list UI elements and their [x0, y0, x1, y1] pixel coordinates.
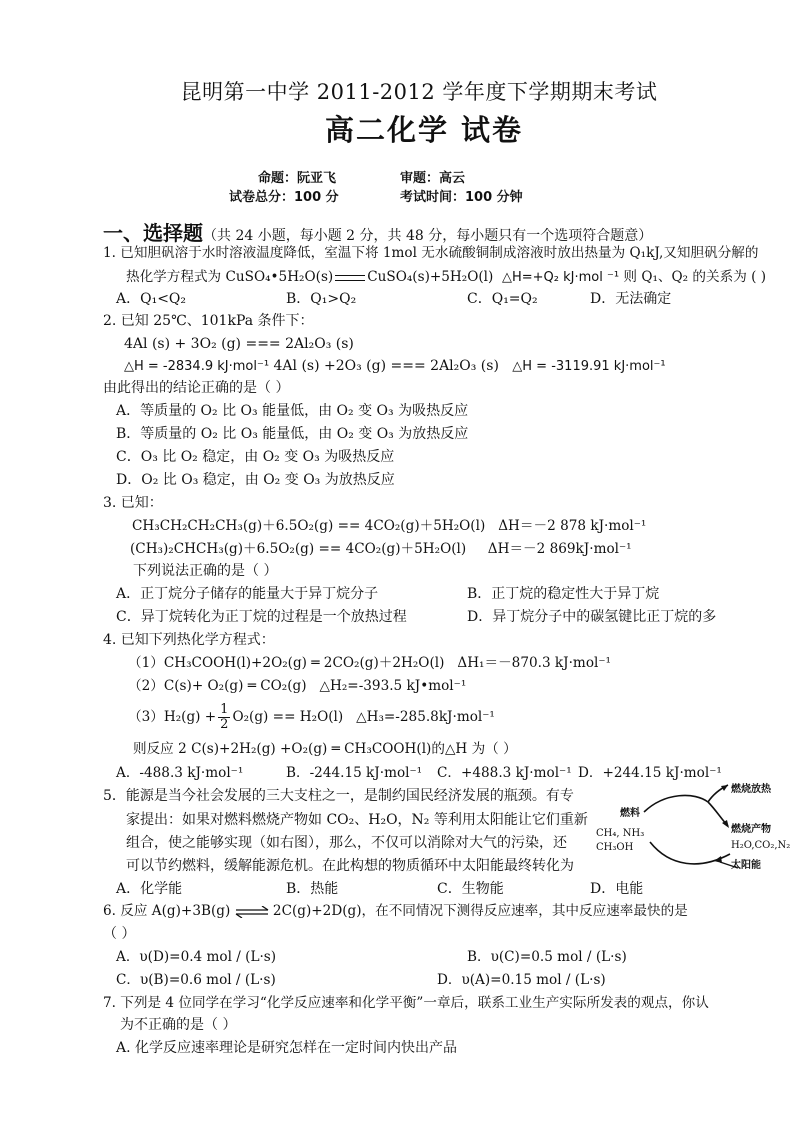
q2-equation-1: 4Al (s) + 3O₂ (g) === 2Al₂O₃ (s)	[124, 336, 354, 352]
q1-stem-line2	[126, 267, 766, 288]
q7-stem-line1: 7. 下列是 4 位同学在学习“化学反应速率和化学平衡”一章后，联系工业生产实际所发表的观点，你认	[103, 995, 709, 1011]
q4-equation-2	[128, 676, 466, 696]
exam-time-label: 考试时间：100 分钟	[400, 190, 523, 205]
q1-option-c[interactable]: C．Q₁=Q₂	[467, 291, 538, 307]
q6-option-a[interactable]: A．υ(D)=0.4 mol / (L·s)	[116, 949, 277, 965]
equals-sign-icon	[335, 273, 365, 283]
diagram-fuel-label: 燃料	[620, 808, 640, 819]
section-heading	[103, 217, 652, 246]
q3-equation-1	[132, 516, 646, 536]
q1-delta-h: △H=+Q₂ kJ·mol ⁻¹	[502, 270, 620, 285]
q6-option-b[interactable]: B．υ(C)=0.5 mol / (L·s)	[467, 949, 627, 965]
diagram-heat-label: 燃烧放热	[731, 784, 771, 795]
q4-equation-3	[128, 702, 495, 732]
q4-delta-h-1: ΔH₁＝－870.3 kJ·mol⁻¹	[457, 655, 611, 671]
q1-eq-right: CuSO₄(s)+5H₂O(l)	[367, 269, 494, 285]
q1-option-d[interactable]: D．无法确定	[590, 291, 672, 307]
q2-delta-h-1: △H = -2834.9 kJ·mol⁻¹	[124, 359, 270, 374]
q2-stem-line1: 2. 已知 25℃、101kPa 条件下：	[103, 313, 314, 329]
q4-eq-3-right: O₂(g) == H₂O(l)	[232, 709, 344, 725]
q1-stem-line1: 1. 已知胆矾溶于水时溶液温度降低，室温下将 1mol 无水硫酸铜制成溶液时放出热量为 Q₁kJ,又知胆矾分解的	[103, 245, 759, 261]
fraction-numerator: 1	[220, 702, 229, 717]
q6-option-c[interactable]: C．υ(B)=0.6 mol / (L·s)	[116, 972, 276, 988]
q1-option-a[interactable]: A．Q₁<Q₂	[116, 291, 187, 307]
q4-eq-3-left: （3）H₂(g) +	[128, 709, 217, 725]
total-score-label: 试卷总分：100 分	[229, 190, 339, 205]
q2-equation-2: 4Al (s) +2O₃ (g) === 2Al₂O₃ (s)	[273, 358, 499, 374]
q3-question: 下列说法正确的是（ ）	[133, 563, 278, 579]
q6-products-question: 2C(g)+2D(g)，在不同情况下测得反应速率，其中反应速率最快的是	[272, 903, 688, 919]
q5-option-c[interactable]: C．生物能	[437, 881, 504, 897]
q5-option-a[interactable]: A．化学能	[116, 881, 183, 897]
q3-equation-2	[130, 539, 632, 559]
fraction-one-half	[218, 703, 230, 732]
q3-eq-2: (CH₃)₂CHCH₃(g)＋6.5O₂(g) == 4CO₂(g)＋5H₂O(l)	[130, 541, 467, 557]
q4-eq-1: （1）CH₃COOH(l)+2O₂(g) ═ 2CO₂(g)＋2H₂O(l)	[128, 655, 445, 671]
q4-option-c[interactable]: C．+488.3 kJ·mol⁻¹	[437, 765, 572, 781]
q4-stem-line1: 4. 已知下列热化学方程式：	[103, 632, 275, 648]
q6-reactants: 6. 反应 A(g)+3B(g)	[103, 903, 231, 919]
diagram-solar-label: 太阳能	[731, 860, 761, 871]
q5-stem-line2: 家提出：如果对燃料燃烧产物如 CO₂、H₂O，N₂ 等利用太阳能让它们重新	[126, 812, 588, 828]
energy-cycle-diagram	[590, 782, 791, 882]
q2-option-b[interactable]: B．等质量的 O₂ 比 O₃ 能量低，由 O₂ 变 O₃ 为放热反应	[116, 426, 469, 442]
q3-option-d[interactable]: D．异丁烷分子中的碳氢键比正丁烷的多	[467, 609, 717, 625]
reversible-arrow-icon	[235, 906, 269, 918]
q7-option-a[interactable]: A. 化学反应速率理论是研究怎样在一定时间内快出产品	[116, 1040, 458, 1056]
school-exam-title: 昆明第一中学 2011-2012 学年度下学期期末考试	[180, 80, 658, 104]
q4-delta-h-3: △H₃=-285.8kJ·mol⁻¹	[356, 709, 495, 725]
reviewer-label: 审题：高云	[400, 171, 466, 186]
q7-stem-line2: 为不正确的是（ ）	[120, 1017, 237, 1033]
q2-equations-line	[124, 356, 666, 377]
section-instructions: （共 24 小题，每小题 2 分，共 48 分，每小题只有一个选项符合题意）	[203, 228, 653, 244]
q2-question: 由此得出的结论正确的是（ ）	[103, 380, 290, 396]
q4-option-b[interactable]: B．-244.15 kJ·mol⁻¹	[286, 765, 423, 781]
q4-eq-2: （2）C(s)+ O₂(g) ═ CO₂(g)	[128, 678, 307, 694]
q3-stem-line1: 3. 已知：	[103, 495, 163, 511]
q4-option-a[interactable]: A．-488.3 kJ·mol⁻¹	[116, 765, 244, 781]
q6-stem-line2: （ ）	[103, 926, 136, 942]
q2-option-c[interactable]: C．O₃ 比 O₂ 稳定，由 O₂ 变 O₃ 为吸热反应	[116, 449, 395, 465]
q3-eq-1: CH₃CH₂CH₂CH₃(g)＋6.5O₂(g) == 4CO₂(g)＋5H₂O(l)	[132, 518, 486, 534]
q2-delta-h-2: △H = -3119.91 kJ·mol⁻¹	[512, 359, 666, 374]
q3-delta-h-1: ΔH＝－2 878 kJ·mol⁻¹	[498, 518, 647, 534]
q4-option-d[interactable]: D．+244.15 kJ·mol⁻¹	[578, 765, 722, 781]
q1-question: 则 Q₁、Q₂ 的关系为 ( )	[623, 269, 767, 285]
q4-equation-1	[128, 653, 611, 673]
q2-option-d[interactable]: D．O₂ 比 O₃ 稳定，由 O₂ 变 O₃ 为放热反应	[116, 472, 395, 488]
q5-stem-line1: 5．能源是当今社会发展的三大支柱之一，是制约国民经济发展的瓶颈。有专	[103, 788, 574, 804]
exam-subject-title: 高二化学 试卷	[324, 113, 524, 147]
diagram-products-list: H₂O,CO₂,N₂	[731, 840, 791, 851]
q6-stem-line1	[103, 901, 688, 921]
q3-option-a[interactable]: A．正丁烷分子储存的能量大于异丁烷分子	[116, 586, 379, 602]
q3-option-b[interactable]: B．正丁烷的稳定性大于异丁烷	[467, 586, 660, 602]
q5-stem-line3: 组合，使之能够实现（如右图），那么，不仅可以消除对大气的污染，还	[126, 835, 567, 851]
q5-option-d[interactable]: D．电能	[590, 881, 644, 897]
q1-option-b[interactable]: B．Q₁>Q₂	[286, 291, 357, 307]
diagram-products-label: 燃烧产物	[731, 824, 771, 835]
diagram-fuels-list-2: CH₃OH	[596, 842, 634, 853]
q2-option-a[interactable]: A．等质量的 O₂ 比 O₃ 能量低，由 O₂ 变 O₃ 为吸热反应	[116, 403, 469, 419]
section-title: 一、选择题	[103, 221, 203, 245]
author-label: 命题：阮亚飞	[258, 171, 337, 186]
fraction-denominator: 2	[220, 717, 229, 732]
q6-option-d[interactable]: D．υ(A)=0.15 mol / (L·s)	[437, 972, 606, 988]
q4-question: 则反应 2 C(s)+2H₂(g) +O₂(g) ═ CH₃COOH(l)的△H 为（ ）	[133, 741, 517, 757]
q3-option-c[interactable]: C．异丁烷转化为正丁烷的过程是一个放热过程	[116, 609, 407, 625]
q4-delta-h-2: △H₂=-393.5 kJ•mol⁻¹	[319, 678, 467, 694]
q3-delta-h-2: ΔH＝－2 869kJ·mol⁻¹	[487, 541, 632, 557]
q1-eq-left: 热化学方程式为 CuSO₄•5H₂O(s)	[126, 269, 334, 285]
q5-stem-line4: 可以节约燃料，缓解能源危机。在此构想的物质循环中太阳能最终转化为	[126, 858, 574, 874]
diagram-fuels-list-1: CH₄, NH₃	[596, 828, 645, 839]
q5-option-b[interactable]: B．热能	[286, 881, 339, 897]
